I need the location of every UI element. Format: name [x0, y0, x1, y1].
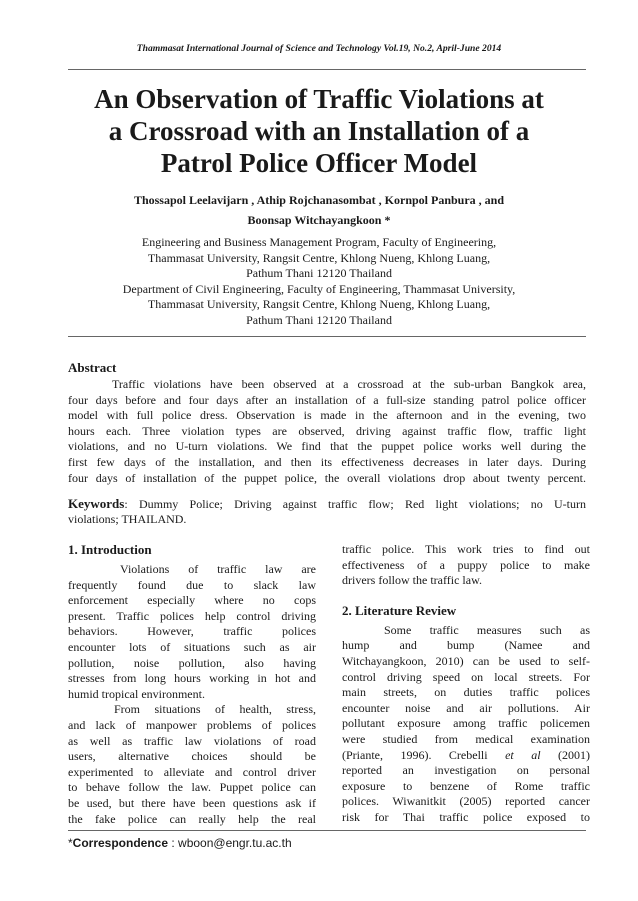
year-text: (2001) — [540, 747, 590, 762]
lit-line: were studied from medical examination — [342, 731, 590, 746]
title-line: Patrol Police Officer Model — [160, 148, 478, 178]
left-column — [68, 542, 316, 827]
intro-line: humid tropical environment. — [68, 686, 205, 701]
lit-line: encounter noise and air pollutions. Air — [342, 700, 590, 715]
keywords-label: Keywords — [68, 496, 125, 511]
intro-heading: 1. Introduction — [68, 542, 152, 557]
lit-line: exposure to benzene of Rome traffic — [342, 778, 590, 793]
lit-line: risk for Thai traffic police exposed to — [342, 809, 590, 824]
intro-line: From situations of health, stress, — [114, 702, 316, 717]
right-line: effectiveness of a puppy police to make — [342, 557, 590, 572]
abstract-line: hours each. Three violation types are observed, driving against traffic flow, traffic light — [68, 423, 586, 438]
abstract-line: four days before and four days after an installation of a full-size standing patrol police officer — [68, 392, 586, 407]
intro-line: behaviors. However, traffic polices — [68, 624, 316, 639]
intro-line: pollution, noise pollution, also having — [68, 655, 316, 670]
abstract-line: four days of installation of the puppet police, the overall violations drop about twenty percent. — [68, 470, 586, 485]
keywords-line — [68, 496, 586, 512]
right-line: traffic police. This work tries to find out — [342, 542, 590, 556]
correspondence-email[interactable]: : wboon@engr.tu.ac.th — [168, 836, 292, 850]
lit-line: Some traffic measures such as — [384, 622, 590, 637]
intro-line: frequently found due to slack law — [68, 577, 316, 592]
affiliations — [40, 235, 598, 329]
intro-line: users, alternative choices should be — [68, 749, 316, 764]
abstract-line: violations, and no U-turn violations. We find that the puppet police works well during the — [68, 439, 586, 454]
abstract-line: first few days of the installation, and then its effectiveness decreases in later days. During — [68, 454, 586, 469]
affiliation-line: Thammasat University, Rangsit Centre, Khlong Nueng, Khlong Luang, — [147, 297, 491, 312]
title-line: An Observation of Traffic Violations at — [94, 84, 544, 114]
title-line: a Crossroad with an Installation of a — [108, 116, 530, 146]
correspondence — [68, 836, 292, 850]
intro-line: to behave follow the law. Puppet police can — [68, 780, 316, 795]
intro-line: as well as traffic law violations of road — [68, 733, 316, 748]
abstract-line: model with full police dress. Observation is made in the afternoon and in the evening, two — [68, 408, 586, 423]
lit-line — [342, 748, 590, 764]
abstract-heading: Abstract — [68, 360, 117, 375]
intro-line: experimented to alleviate and control driver — [68, 764, 316, 779]
section-rule — [68, 336, 586, 337]
affiliation-line: Pathum Thani 12120 Thailand — [246, 312, 392, 327]
lit-line: pollutant exposure among traffic policemen — [342, 716, 590, 731]
intro-line: and lack of manpower problems of polices — [68, 717, 316, 732]
right-column — [342, 542, 590, 826]
correspondence-label: Correspondence — [72, 836, 169, 850]
intro-line: stresses from long hours working in hot and — [68, 671, 316, 686]
paper-title — [40, 83, 598, 179]
lit-text: (Priante, 1996). Crebelli — [342, 747, 506, 762]
lit-line: hump and bump (Namee and — [342, 638, 590, 653]
authors-line: Thossapol Leelavijarn , Athip Rojchanasombat , Kornpol Panbura , and — [133, 193, 505, 207]
lit-line: polices. Wiwanitkit (2005) reported cancer — [342, 794, 590, 809]
header-rule — [68, 69, 586, 70]
intro-line: present. Traffic polices help control driving — [68, 608, 316, 623]
intro-line: enforcement especially where no cops — [68, 593, 316, 608]
lit-line: reported an investigation on personal — [342, 763, 590, 778]
authors-line: Boonsap Witchayangkoon * — [247, 213, 391, 227]
intro-line: the fake police can really help the real — [68, 811, 316, 826]
affiliation-line: Pathum Thani 12120 Thailand — [246, 266, 392, 281]
footer-rule — [68, 830, 586, 831]
journal-header: Thammasat International Journal of Science and Technology Vol.19, No.2, April-June 2014 — [136, 43, 502, 54]
right-line: drivers follow the traffic law. — [342, 573, 482, 588]
affiliation-line: Thammasat University, Rangsit Centre, Khlong Nueng, Khlong Luang, — [147, 250, 491, 265]
lit-review-heading: 2. Literature Review — [342, 602, 457, 618]
affiliation-line: Engineering and Business Management Program, Faculty of Engineering, — [141, 235, 497, 249]
keywords — [68, 496, 586, 527]
affiliation-line: Department of Civil Engineering, Faculty of Engineering, Thammasat University, — [122, 281, 516, 296]
abstract-body — [68, 377, 586, 486]
intro-line: encounter lots of situations such as air — [68, 639, 316, 654]
abstract-line: Traffic violations have been observed at a crossroad at the sub-urban Bangkok area, — [112, 377, 586, 391]
intro-line: be used, but there have been questions ask if — [68, 795, 316, 810]
keywords-text: : Dummy Police; Driving against traffic flow; Red light violations; no U-turn — [124, 497, 586, 511]
intro-line: Violations of traffic law are — [120, 562, 316, 576]
lit-line: Witchayangkoon, 2010) can be used to self- — [342, 653, 590, 668]
authors — [40, 190, 598, 230]
correspondence-mark: * — [68, 836, 73, 850]
et-al-text: et al — [505, 747, 541, 762]
lit-line: main streets, on duties traffic polices — [342, 685, 590, 700]
keywords-line: violations; THAILAND. — [68, 511, 187, 526]
lit-line: control driving speed on local streets. For — [342, 669, 590, 684]
